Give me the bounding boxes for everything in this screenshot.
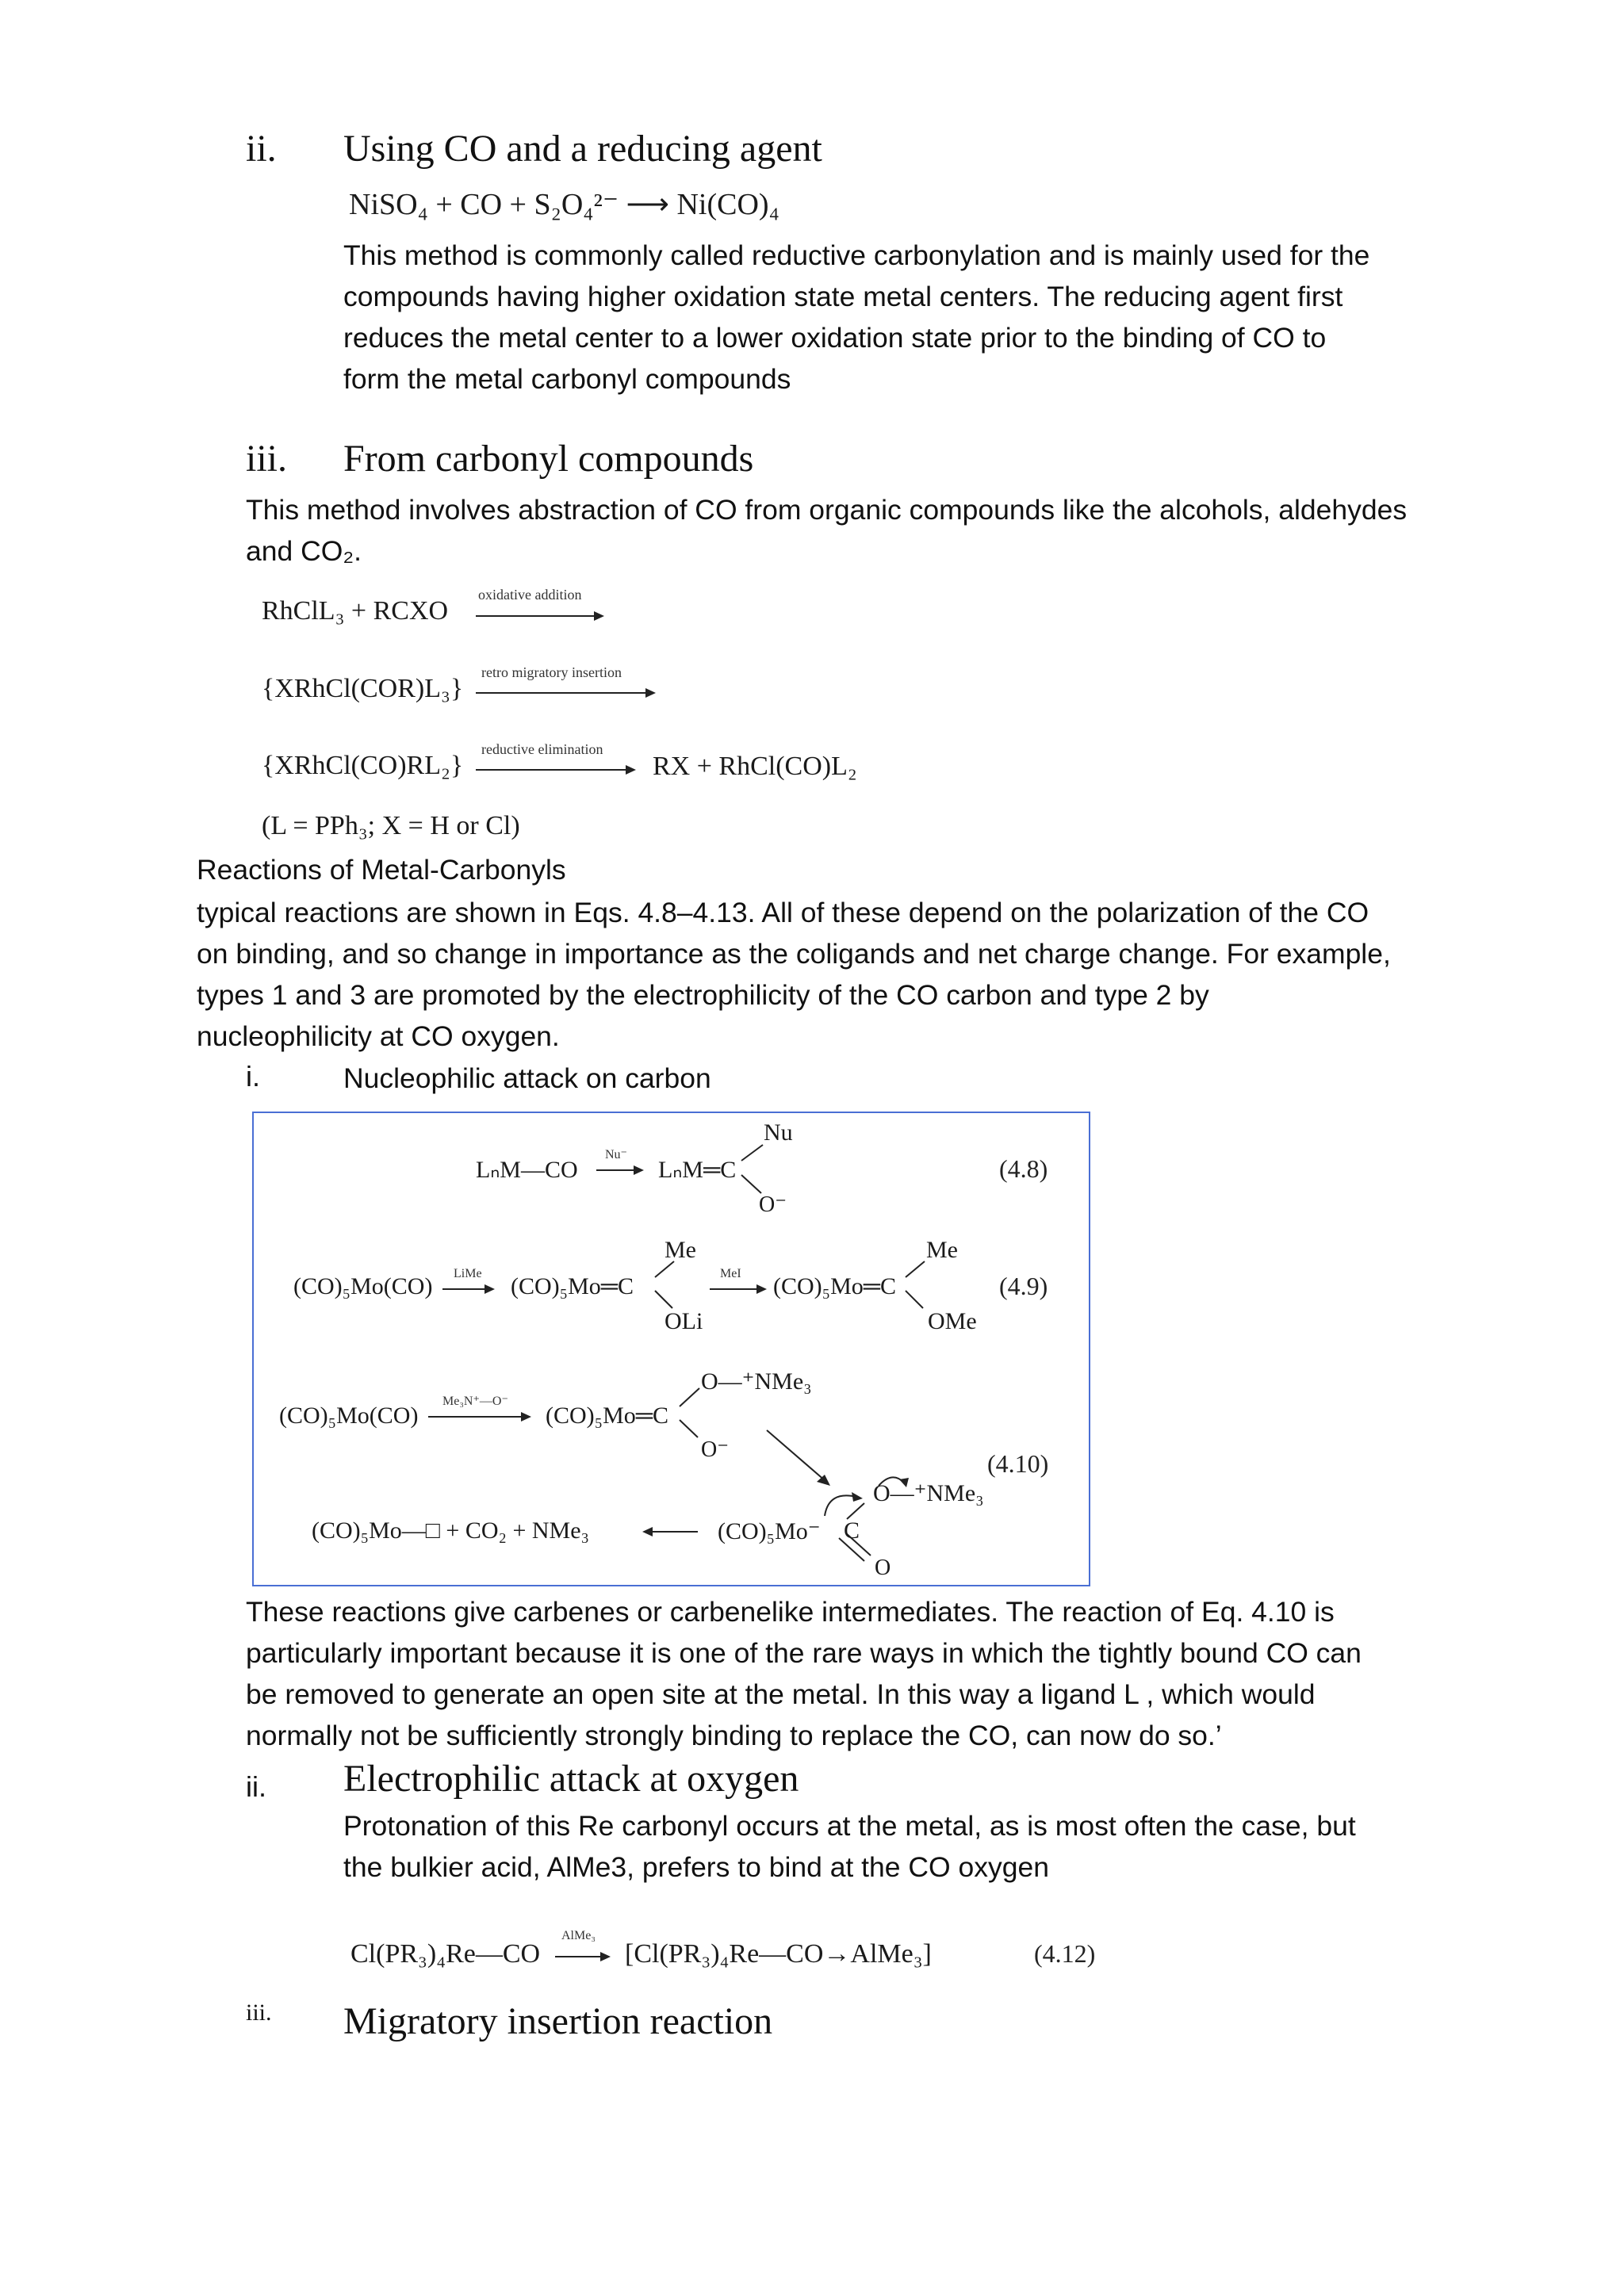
scheme-step2-label: retro migratory insertion <box>481 664 622 680</box>
text-line: These reactions give carbenes or carbenelike intermediates. The reaction of Eq. 4.10 is <box>246 1596 1335 1628</box>
text-line: nucleophilicity at CO oxygen. <box>197 1020 560 1052</box>
equation-nickel-carbonyl: NiSO₄ + CO + S₂O₄²⁻ ⟶ Ni(CO)₄ <box>349 188 779 221</box>
text-line: typical reactions are shown in Eqs. 4.8–4.13. All of these depend on the polarization of the CO <box>197 897 1369 928</box>
eq410-reactant: (CO)₅Mo(CO) <box>279 1402 419 1429</box>
scheme-footnote: (L = PPh₃; X = H or Cl) <box>262 811 520 840</box>
eq410-number: (4.10) <box>987 1449 1049 1478</box>
eq410-anion-o-top: O—⁺NMe₃ <box>873 1480 984 1506</box>
eq49-int-bottom: OLi <box>665 1308 703 1334</box>
eq412-reactant: Cl(PR₃)₄Re—CO <box>350 1939 541 1969</box>
text-line: This method is commonly called reductive carbonylation and is mainly used for the <box>343 239 1370 271</box>
scheme-step3-products: RX + RhCl(CO)L₂ <box>653 752 857 781</box>
eq412-product: [Cl(PR₃)₄Re—CO→AlMe₃] <box>625 1939 932 1969</box>
eq410-products: (CO)₅Mo—□ + CO₂ + NMe₃ <box>312 1517 589 1544</box>
text-line: on binding, and so change in importance as the coligands and net charge change. For example, <box>197 938 1391 970</box>
eq410-anion-o-bottom: O <box>875 1556 891 1580</box>
eq49-arrow1 <box>442 1288 493 1290</box>
eq49-arrow2 <box>710 1288 765 1290</box>
eq48-number: (4.8) <box>999 1154 1048 1183</box>
eq410-intermediate: (CO)₅Mo═C <box>546 1402 669 1429</box>
carbene-paragraph <box>246 1591 1362 1756</box>
item-number: ii. <box>246 1770 266 1803</box>
eq410-int-top: O—⁺NMe₃ <box>701 1368 812 1395</box>
item-label: Nucleophilic attack on carbon <box>343 1062 711 1094</box>
item-heading: Migratory insertion reaction <box>343 2000 773 2042</box>
scheme-step3-species: {XRhCl(CO)RL₂} <box>262 751 464 780</box>
eq412-number: (4.12) <box>1034 1939 1096 1968</box>
eq48-reactant: LₙM—CO <box>476 1157 578 1183</box>
eq410-arrow <box>428 1416 530 1418</box>
text-line: Protonation of this Re carbonyl occurs at the metal, as is most often the case, but <box>343 1810 1356 1842</box>
eq410-int-bottom: O⁻ <box>701 1437 729 1462</box>
section-heading: From carbonyl compounds <box>343 438 754 480</box>
section-number: iii. <box>246 438 288 480</box>
text-line: normally not be sufficiently strongly binding to replace the CO, can now do so.’ <box>246 1720 1222 1751</box>
eq412-arrow <box>555 1956 609 1957</box>
scheme-step2-species: {XRhCl(COR)L₃} <box>262 674 464 703</box>
item-number: iii. <box>246 1999 272 2026</box>
item-number: i. <box>246 1060 260 1093</box>
eq49-intermediate: (CO)₅Mo═C <box>511 1273 634 1299</box>
eq48-sub-top: Nu <box>764 1119 793 1146</box>
section-heading: Using CO and a reducing agent <box>343 128 822 170</box>
eq49-prod-bottom: OMe <box>928 1308 977 1334</box>
text-line: form the metal carbonyl compounds <box>343 363 791 395</box>
eq48-sub-bottom: O⁻ <box>759 1192 787 1217</box>
reactions-title: Reactions of Metal-Carbonyls <box>197 854 566 886</box>
text-line: particularly important because it is one of the rare ways in which the tightly bound CO can <box>246 1637 1362 1669</box>
text-line: be removed to generate an open site at the metal. In this way a ligand L , which would <box>246 1678 1316 1710</box>
eq410-reagent: Me₃N⁺—O⁻ <box>442 1395 508 1408</box>
eq410-back-arrow <box>644 1531 698 1533</box>
protonation-paragraph <box>343 1805 1356 1888</box>
eq49-number: (4.9) <box>999 1272 1048 1300</box>
eq49-product: (CO)₅Mo═C <box>773 1273 897 1299</box>
eq49-reagent1: LiMe <box>454 1267 482 1280</box>
text-line: This method involves abstraction of CO from organic compounds like the alcohols, aldehydes <box>246 494 1408 526</box>
eq412-reagent: AlMe₃ <box>561 1929 596 1942</box>
eq48-arrow <box>596 1169 642 1171</box>
eq48-product: LₙM═C <box>658 1157 737 1183</box>
eq48-reagent: Nu⁻ <box>605 1148 627 1161</box>
scheme-step1-reactants: RhClL₃ + RCXO <box>262 596 449 626</box>
text-line: compounds having higher oxidation state metal centers. The reducing agent first <box>343 281 1343 312</box>
eq49-prod-top: Me <box>926 1237 958 1263</box>
text-line: reduces the metal center to a lower oxidation state prior to the binding of CO to <box>343 322 1327 354</box>
text-line: types 1 and 3 are promoted by the electrophilicity of the CO carbon and type 2 by <box>197 979 1209 1011</box>
eq49-reagent2: MeI <box>720 1267 741 1280</box>
eq49-reactant: (CO)₅Mo(CO) <box>293 1273 433 1299</box>
scheme-step3-label: reductive elimination <box>481 741 603 757</box>
scheme-step1-label: oxidative addition <box>478 587 582 603</box>
text-line: and CO₂. <box>246 535 362 567</box>
eq410-anion: (CO)₅Mo⁻ <box>718 1518 821 1544</box>
text-line: the bulkier acid, AlMe3, prefers to bind at the CO oxygen <box>343 1851 1049 1883</box>
item-heading: Electrophilic attack at oxygen <box>343 1758 799 1800</box>
eq410-anion-carbon: C <box>844 1517 860 1544</box>
section-number: ii. <box>246 128 277 170</box>
eq49-int-top: Me <box>665 1237 696 1263</box>
